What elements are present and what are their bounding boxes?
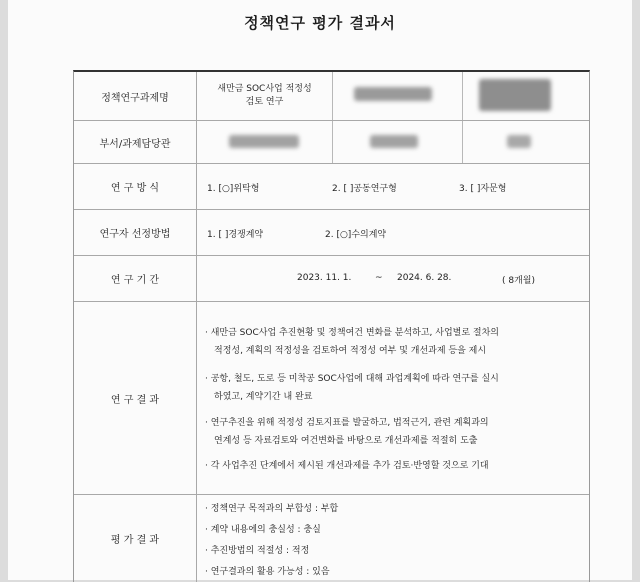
researcher-selection-label: 연구자 선정방법	[74, 210, 197, 255]
result-line: 연계성 등 자료검토와 여건변화를 바탕으로 개선과제를 적절히 도출	[214, 436, 478, 446]
project-name-values	[197, 72, 589, 120]
result-line: 하였고, 계약기간 내 완료	[214, 392, 313, 402]
method-option-joint: 2. [ ]공동연구형	[332, 184, 397, 194]
result-line: · 각 사업추진 단계에서 제시된 개선과제를 추가 검토·반영할 것으로 기대	[205, 461, 489, 471]
result-item	[205, 370, 595, 406]
project-name-cell	[197, 72, 332, 120]
research-method-row	[74, 164, 589, 210]
department-row	[74, 121, 589, 164]
selection-option-private: 2. [○]수의계약	[325, 230, 387, 240]
redacted-researcher	[354, 87, 432, 101]
result-item	[205, 324, 595, 360]
evaluation-table	[73, 70, 590, 582]
research-method-label: 연 구 방 식	[74, 164, 197, 209]
result-line: · 공항, 철도, 도로 등 미착공 SOC사업에 대해 과업계획에 따라 연구를 실시	[205, 374, 499, 384]
project-name-value: 새만금 SOC사업 적정성 검토 연구	[217, 84, 312, 107]
evaluation-item: · 정책연구 목적과의 부합성 : 부합	[205, 504, 339, 514]
divider	[462, 121, 463, 163]
project-name-row	[74, 72, 589, 121]
result-item	[205, 414, 595, 450]
evaluation-results-label: 평 가 결 과	[74, 495, 197, 582]
document-title: 정책연구 평가 결과서	[244, 14, 396, 32]
divider	[462, 72, 463, 120]
method-option-commissioned: 1. [○]위탁형	[207, 184, 260, 194]
research-results-row	[74, 302, 589, 495]
period-duration: ( 8개월)	[502, 276, 535, 286]
research-results-label: 연 구 결 과	[74, 302, 197, 494]
research-period-row	[74, 256, 589, 302]
research-period-label: 연 구 기 간	[74, 256, 197, 301]
evaluation-results-row	[74, 495, 589, 582]
redacted-contact	[507, 135, 531, 148]
evaluation-results-values	[197, 495, 589, 582]
research-method-values	[197, 164, 589, 209]
evaluation-item: · 계약 내용에의 충실성 : 충실	[205, 525, 321, 535]
period-start: 2023. 11. 1.	[297, 273, 352, 283]
divider	[332, 121, 333, 163]
department-label: 부서/과제담당관	[74, 121, 197, 163]
redacted-institution	[479, 79, 551, 111]
redacted-department	[229, 135, 299, 148]
divider	[332, 72, 333, 120]
research-period-values	[197, 256, 589, 301]
evaluation-item: · 연구결과의 활용 가능성 : 있음	[205, 567, 330, 577]
project-name-label: 정책연구과제명	[74, 72, 197, 120]
document-page	[8, 0, 632, 580]
redacted-officer	[370, 135, 418, 148]
department-values	[197, 121, 589, 163]
result-item	[205, 457, 595, 475]
period-end: 2024. 6. 28.	[397, 273, 452, 283]
result-line: · 새만금 SOC사업 추진현황 및 정책여건 변화를 분석하고, 사업별로 절차의	[205, 328, 499, 338]
evaluation-item: · 추진방법의 적절성 : 적정	[205, 546, 310, 556]
period-separator: ~	[375, 273, 383, 283]
method-option-advisory: 3. [ ]자문형	[459, 184, 507, 194]
researcher-selection-row	[74, 210, 589, 256]
selection-option-competitive: 1. [ ]경쟁계약	[207, 230, 264, 240]
researcher-selection-values	[197, 210, 589, 255]
research-results-values	[197, 302, 589, 494]
result-line: · 연구추진을 위해 적정성 검토지표를 발굴하고, 법적근거, 관련 계획과의	[205, 418, 489, 428]
result-line: 적정성, 계획의 적정성을 검토하여 적정성 여부 및 개선과제 등을 제시	[214, 346, 487, 356]
